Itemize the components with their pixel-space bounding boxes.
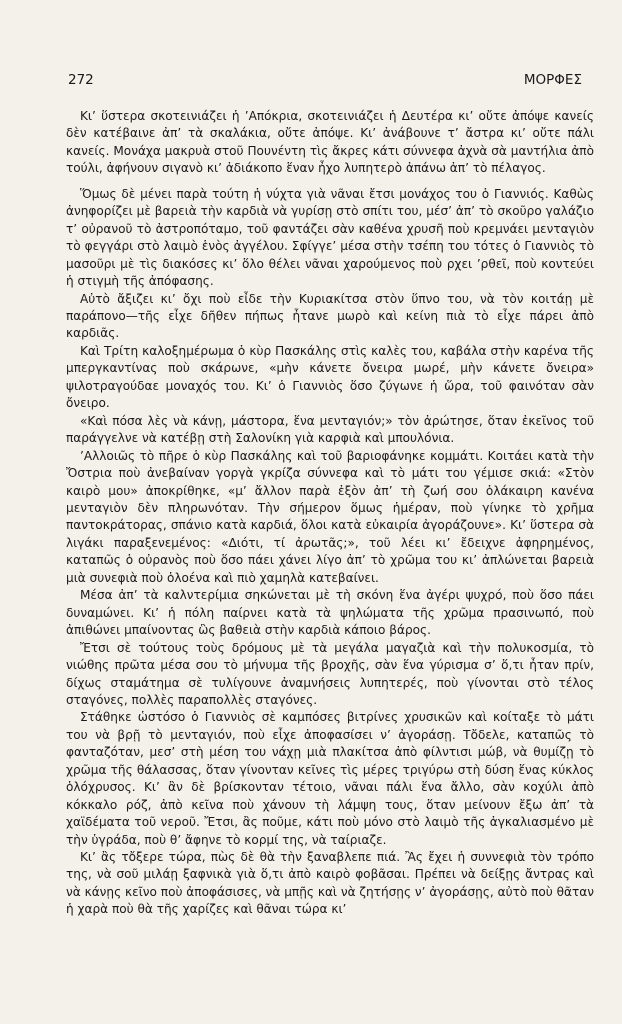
paragraph: «Καὶ πόσα λὲς νὰ κάνῃ, μάστορα, ἕνα μενταγιόν;» τὸν ἀρώτησε, ὅταν ἐκεῖνος τοῦ παράγγελνε νὰ κατέβῃ στὴ Σαλονίκη γιὰ καρφιὰ καὶ μπουλόνια. [66,413,594,446]
paragraph: Στάθηκε ὡστόσο ὁ Γιαννιὸς σὲ καμπόσες βιτρίνες χρυσικῶν καὶ κοίταξε τὸ μάτι του νὰ βρῇ τὸ μενταγιόν, ποὺ εἶχε ἀποφασίσει ν’ ἀγοράσῃ. Τὄδελε, καταπῶς τὸ φανταζόταν, μεσ’ στὴ μέση του νάχῃ μιὰ πλακίτσα ἀπὸ φίλντισι μώβ, νὰ θυμίζῃ τὸ χρῶμα τῆς θάλασσας, ὅταν γίνονταν κεῖνες τὶς μέρες τριγύρω στὴ δύση ἕνας κύκλος ὁλόχρυσος. Κι’ ἂν δὲ βρίσκονταν τέτοιο, νᾶναι πάλι ἕνα ἄλλο, σὰν κοχύλι ἀπὸ κόκκαλο ρόζ, ἀπὸ κεῖνα ποὺ χάνουν τὴ λάμψη τους, ὅταν μείνουν ἔξω ἀπ’ τὰ χαϊδέματα τοῦ νεροῦ. Ἔτσι, ἂς ποῦμε, κάτι ποὺ μόνο στὸ λαιμὸ τῆς ἀγκαλιασμένο μὲ τὴν ὑγράδα, ποὺ θ’ ἄφηνε τὸ κορμί της, νὰ ταίριαζε. [66,710,594,847]
body-text [66,108,594,919]
paragraph: Ὅμως δὲ μένει παρὰ τούτη ἡ νύχτα γιὰ νᾶναι ἔτσι μονάχος του ὁ Γιαννιός. Καθὼς ἀνηφορίζει μὲ βαρειὰ τὴν καρδιὰ νὰ γυρίσῃ στὸ σπίτι του, μέσ’ ἀπ’ τὸ σκοῦρο γαλάζιο τ’ οὐρανοῦ τὸ ἀστροπόταμο, τοῦ φαντάζει σὰν καθένα χρυσῆ ποὺ κρεμνάει μενταγιὸν τὸ φεγγάρι στὸ λαιμὸ ἑνὸς ἀγγέλου. Σφίγγε’ μέσα στὴν τσέπη του τότες ὁ Γιαννιὸς τὸ μασοῦρι μὲ τὶς διακόσες κι’ ὅλο θέλει νᾶναι χαρούμενος ποὺ ρχει ’ρθεῖ, ποὺ κοντεύει ἡ στιγμὴ τῆς ἀπόφασης. [66,186,594,289]
paragraph: ’Αλλοιῶς τὸ πῆρε ὁ κὺρ Πασκάλης καὶ τοῦ βαριοφάνηκε κομμάτι. Κοιτάει κατὰ τὴν Ὄστρια ποὺ ἀνεβαίναν γοργὰ γκρίζα σύννεφα καὶ τὸ μάτι του γέμισε σκιά: «Στὸν καιρὸ μου» ἀποκρίθηκε, «μ’ ἄλλον παρὰ ἐξὸν ἀπ’ τὴ ζωή σου ὁλάκαιρη κανένα μενταγιὸν δὲν πληρωνόταν. Τὴν σήμερον ὅμως ἡμέραν, ποὺ γίνηκε τὸ χρῆμα παντοκράτορας, σπάνιο κατὰ καρδιά, ὅλοι κατὰ εὐκαιρία ἀγοράζουνε». Κι’ ὕστερα σὰ λιγάκι παραξενεμένος: «Διότι, τί ἀρωτᾶς;», τοῦ λέει κι’ ἔδειχνε ἀφηρημένος, καταπῶς ὁ οὐρανὸς ποὺ ὅσο πάει χάνει λίγο ἀπ’ τὸ χρῶμα του κι’ ἀπλώνεται βαρειὰ μιὰ συνεφιὰ ποὺ ὁλοένα καὶ πιὸ χαμηλὰ κατεβαίνει. [66,448,594,585]
running-title: ΜΟΡΦΕΣ [523,72,582,88]
paragraph: Κι’ ἂς τὄξερε τώρα, πὼς δὲ θὰ τὴν ξαναβλεπε πιά. Ἂς ἔχει ἡ συννεφιὰ τὸν τρόπο της, νὰ σοῦ μιλάῃ ξαφνικὰ γιὰ ὅ,τι ἀπὸ καιρὸ φοβᾶσαι. Πρέπει νὰ δείξῃς ἄντρας καὶ νὰ κάνῃς κεῖνο ποὺ ἀποφάσισες, νὰ μπῇς καὶ νὰ ζητήσῃς ν’ ἀγοράσῃς, αὐτὸ ποὺ θᾶταν ἡ χαρὰ ποὺ θὰ τῆς χαρίζες καὶ θᾶναι τώρα κι’ [66,850,595,917]
paragraph: Αὐτὸ ἄξιζει κι’ ὄχι ποὺ εἶδε τὴν Κυριακίτσα στὸν ὕπνο του, νὰ τὸν κοιτάῃ μὲ παράπονο—τῆς εἶχε δῆθεν πήπως ἦτανε μωρὸ καὶ κείνη πιὰ τὸ εἶχε πάρει ἀπὸ καρδιᾶς. [66,291,594,341]
page-number: 272 [68,72,94,88]
paragraph: Κι’ ὕστερα σκοτεινιάζει ἡ ’Απόκρια, σκοτεινιάζει ἡ Δευτέρα κι’ οὔτε ἀπόψε κανείς δὲν κατέβαινε ἀπ’ τὰ σκαλάκια, οὔτε ἀπόψε. Κι’ ἀνάβουνε τ’ ἄστρα κι’ οὔτε πάλι κανείς. Μονάχα μακρυὰ στοῦ Πουνέντη τὶς ἄκρες κάτι σύννεφα ἀχνὰ σὰ μαντήλια ἀπὸ τούλι, ἀφήνουν σιγανὸ κι’ ἀδιάκοπο ἕναν ἦχο λυπητερὸ ἀπάνω ἀπ’ τὸ πέλαγος. [66,109,594,176]
paragraph: Ἔτσι σὲ τούτους τοὺς δρόμους μὲ τὰ μεγάλα μαγαζιὰ καὶ τὴν πολυκοσμία, τὸ νιώθης πρῶτα μέσα σου τὸ μήνυμα τῆς βροχῆς, σὰν ἕνα γύρισμα σ’ ὅ,τι ἦταν πρίν, δίχως σταμάτημα σὲ τυλίγουνε ἀναμνήσεις λυπητερές, ποὺ γίνονται στὸ τέλος σταγόνες, πολλὲς παραπολλὲς σταγόνες. [66,640,594,707]
paragraph: Μέσα ἀπ’ τὰ καλντερίμια σηκώνεται μὲ τὴ σκόνη ἕνα ἀγέρι ψυχρό, ποὺ ὅσο πάει δυναμώνει. Κι’ ἡ πόλη παίρνει κατὰ τὰ ψηλώματα τῆς χρῶμα πρασινωπό, ποὺ ἀπιθώνει μπαίνοντας ὣς βαθειὰ στὴν καρδιὰ κάποιο βάρος. [66,588,594,638]
page-header [68,72,582,88]
paragraph: Καὶ Τρίτη καλοξημέρωμα ὁ κὺρ Πασκάλης στὶς καλὲς του, καβάλα στὴν καρένα τῆς μπεργκαντίνας ποὺ σκάρωνε, «μὴν κάνετε ὄνειρα μωρέ, μὴν κάνετε ὄνειρα» ψιλοτραγούδαε μοναχός του. Κι’ ὁ Γιαννιὸς ὅσο ζύγωνε ἡ ὥρα, τοῦ φαινόταν σὰν ὄνειρο. [66,343,594,411]
